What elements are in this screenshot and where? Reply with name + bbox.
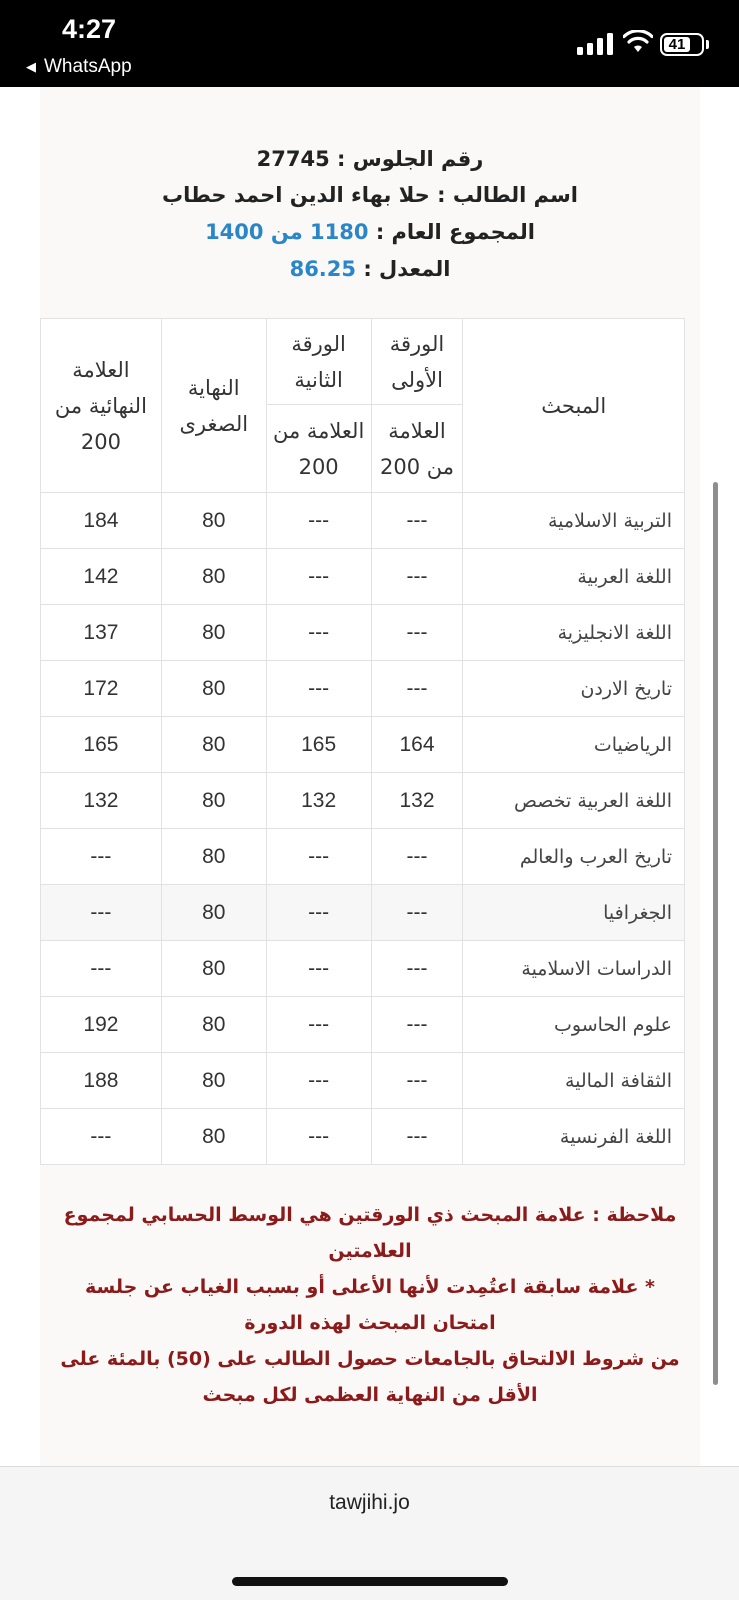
final-cell: 165 xyxy=(41,717,162,773)
header-subject: المبحث xyxy=(463,319,685,493)
table-row xyxy=(41,605,685,661)
table-row xyxy=(41,1053,685,1109)
final-cell: 172 xyxy=(41,661,162,717)
table-row xyxy=(41,661,685,717)
final-cell: 137 xyxy=(41,605,162,661)
subject-cell: الدراسات الاسلامية xyxy=(463,941,685,997)
paper1-cell: --- xyxy=(371,885,463,941)
seat-number-value: 27745 xyxy=(256,147,330,171)
seat-number-line xyxy=(40,147,700,171)
paper2-cell: --- xyxy=(266,997,371,1053)
final-cell: 142 xyxy=(41,549,162,605)
final-cell: --- xyxy=(41,1109,162,1165)
paper2-cell: --- xyxy=(266,549,371,605)
student-name-label: اسم الطالب : xyxy=(437,183,578,207)
browser-address-bar[interactable] xyxy=(0,1466,739,1600)
paper1-cell: 164 xyxy=(371,717,463,773)
final-cell: 192 xyxy=(41,997,162,1053)
header-final: العلامة النهائية من 200 xyxy=(41,319,162,493)
paper2-cell: --- xyxy=(266,941,371,997)
paper1-cell: --- xyxy=(371,661,463,717)
subject-cell: التربية الاسلامية xyxy=(463,493,685,549)
paper1-cell: --- xyxy=(371,549,463,605)
subject-cell: الجغرافيا xyxy=(463,885,685,941)
paper1-cell: --- xyxy=(371,1109,463,1165)
page-scrollbar[interactable] xyxy=(713,482,718,1385)
subject-cell: الرياضيات xyxy=(463,717,685,773)
student-name-line xyxy=(40,183,700,207)
paper2-cell: --- xyxy=(266,605,371,661)
battery-level: 41 xyxy=(664,37,690,52)
total-line xyxy=(40,220,700,244)
table-row xyxy=(41,885,685,941)
min-cell: 80 xyxy=(161,661,266,717)
subject-cell: تاريخ الاردن xyxy=(463,661,685,717)
paper1-cell: --- xyxy=(371,493,463,549)
url-text[interactable]: tawjihi.jo xyxy=(329,1491,410,1514)
table-row xyxy=(41,941,685,997)
paper1-cell: --- xyxy=(371,997,463,1053)
min-cell: 80 xyxy=(161,829,266,885)
paper2-cell: --- xyxy=(266,661,371,717)
table-row xyxy=(41,493,685,549)
min-cell: 80 xyxy=(161,773,266,829)
home-indicator[interactable] xyxy=(232,1577,508,1586)
paper2-cell: --- xyxy=(266,885,371,941)
table-row xyxy=(41,773,685,829)
min-cell: 80 xyxy=(161,941,266,997)
paper2-cell: --- xyxy=(266,493,371,549)
table-row xyxy=(41,997,685,1053)
header-min: النهاية الصغرى xyxy=(161,319,266,493)
min-cell: 80 xyxy=(161,885,266,941)
paper1-cell: --- xyxy=(371,829,463,885)
status-time: 4:27 xyxy=(62,14,117,44)
average-line xyxy=(40,257,700,281)
paper1-cell: --- xyxy=(371,605,463,661)
paper1-cell: 132 xyxy=(371,773,463,829)
paper2-cell: --- xyxy=(266,1109,371,1165)
note-line: ملاحظة : علامة المبحث ذي الورقتين هي الوسط الحسابي لمجموع العلامتين xyxy=(63,1204,677,1262)
final-cell: --- xyxy=(41,941,162,997)
paper2-cell: --- xyxy=(266,829,371,885)
web-page xyxy=(0,87,739,1500)
header-paper1: الورقة الأولى xyxy=(371,319,463,405)
min-cell: 80 xyxy=(161,1109,266,1165)
final-cell: --- xyxy=(41,829,162,885)
note-line: من شروط الالتحاق بالجامعات حصول الطالب على (50) بالمئة على الأقل من النهاية العظمى لكل مبحث xyxy=(60,1348,680,1406)
battery-tip xyxy=(706,40,709,49)
paper1-cell: --- xyxy=(371,941,463,997)
header-paper2-sub: العلامة من 200 xyxy=(266,405,371,493)
paper1-cell: --- xyxy=(371,1053,463,1109)
min-cell: 80 xyxy=(161,493,266,549)
min-cell: 80 xyxy=(161,997,266,1053)
average-value: 86.25 xyxy=(289,257,357,281)
header-paper1-sub: العلامة من 200 xyxy=(371,405,463,493)
grades-table xyxy=(40,318,685,1165)
average-label: المعدل : xyxy=(363,257,451,281)
back-app-label: WhatsApp xyxy=(44,56,132,77)
back-triangle-icon: ◀ xyxy=(26,59,36,74)
status-bar xyxy=(0,0,739,87)
total-value: 1180 من 1400 xyxy=(205,220,369,244)
final-cell: --- xyxy=(41,885,162,941)
paper2-cell: 132 xyxy=(266,773,371,829)
min-cell: 80 xyxy=(161,1053,266,1109)
paper2-cell: --- xyxy=(266,1053,371,1109)
table-row xyxy=(41,717,685,773)
subject-cell: الثقافة المالية xyxy=(463,1053,685,1109)
subject-cell: اللغة العربية تخصص xyxy=(463,773,685,829)
subject-cell: تاريخ العرب والعالم xyxy=(463,829,685,885)
min-cell: 80 xyxy=(161,549,266,605)
total-label: المجموع العام : xyxy=(375,220,535,244)
notes-block xyxy=(40,1197,700,1413)
header-paper2: الورقة الثانية xyxy=(266,319,371,405)
signal-icon xyxy=(577,33,615,55)
wifi-icon xyxy=(623,30,653,54)
note-line: * علامة سابقة اعتُمِدت لأنها الأعلى أو بسبب الغياب عن جلسة امتحان المبحث لهذه الدورة xyxy=(85,1276,655,1334)
paper2-cell: 165 xyxy=(266,717,371,773)
subject-cell: علوم الحاسوب xyxy=(463,997,685,1053)
final-cell: 184 xyxy=(41,493,162,549)
table-row xyxy=(41,829,685,885)
back-to-app-link[interactable] xyxy=(26,56,132,78)
table-row xyxy=(41,1109,685,1165)
subject-cell: اللغة الفرنسية xyxy=(463,1109,685,1165)
seat-number-label: رقم الجلوس : xyxy=(337,147,484,171)
table-row xyxy=(41,549,685,605)
final-cell: 188 xyxy=(41,1053,162,1109)
min-cell: 80 xyxy=(161,717,266,773)
final-cell: 132 xyxy=(41,773,162,829)
student-name-value: حلا بهاء الدين احمد حطاب xyxy=(161,183,430,207)
subject-cell: اللغة العربية xyxy=(463,549,685,605)
battery-icon xyxy=(660,33,704,56)
min-cell: 80 xyxy=(161,605,266,661)
subject-cell: اللغة الانجليزية xyxy=(463,605,685,661)
